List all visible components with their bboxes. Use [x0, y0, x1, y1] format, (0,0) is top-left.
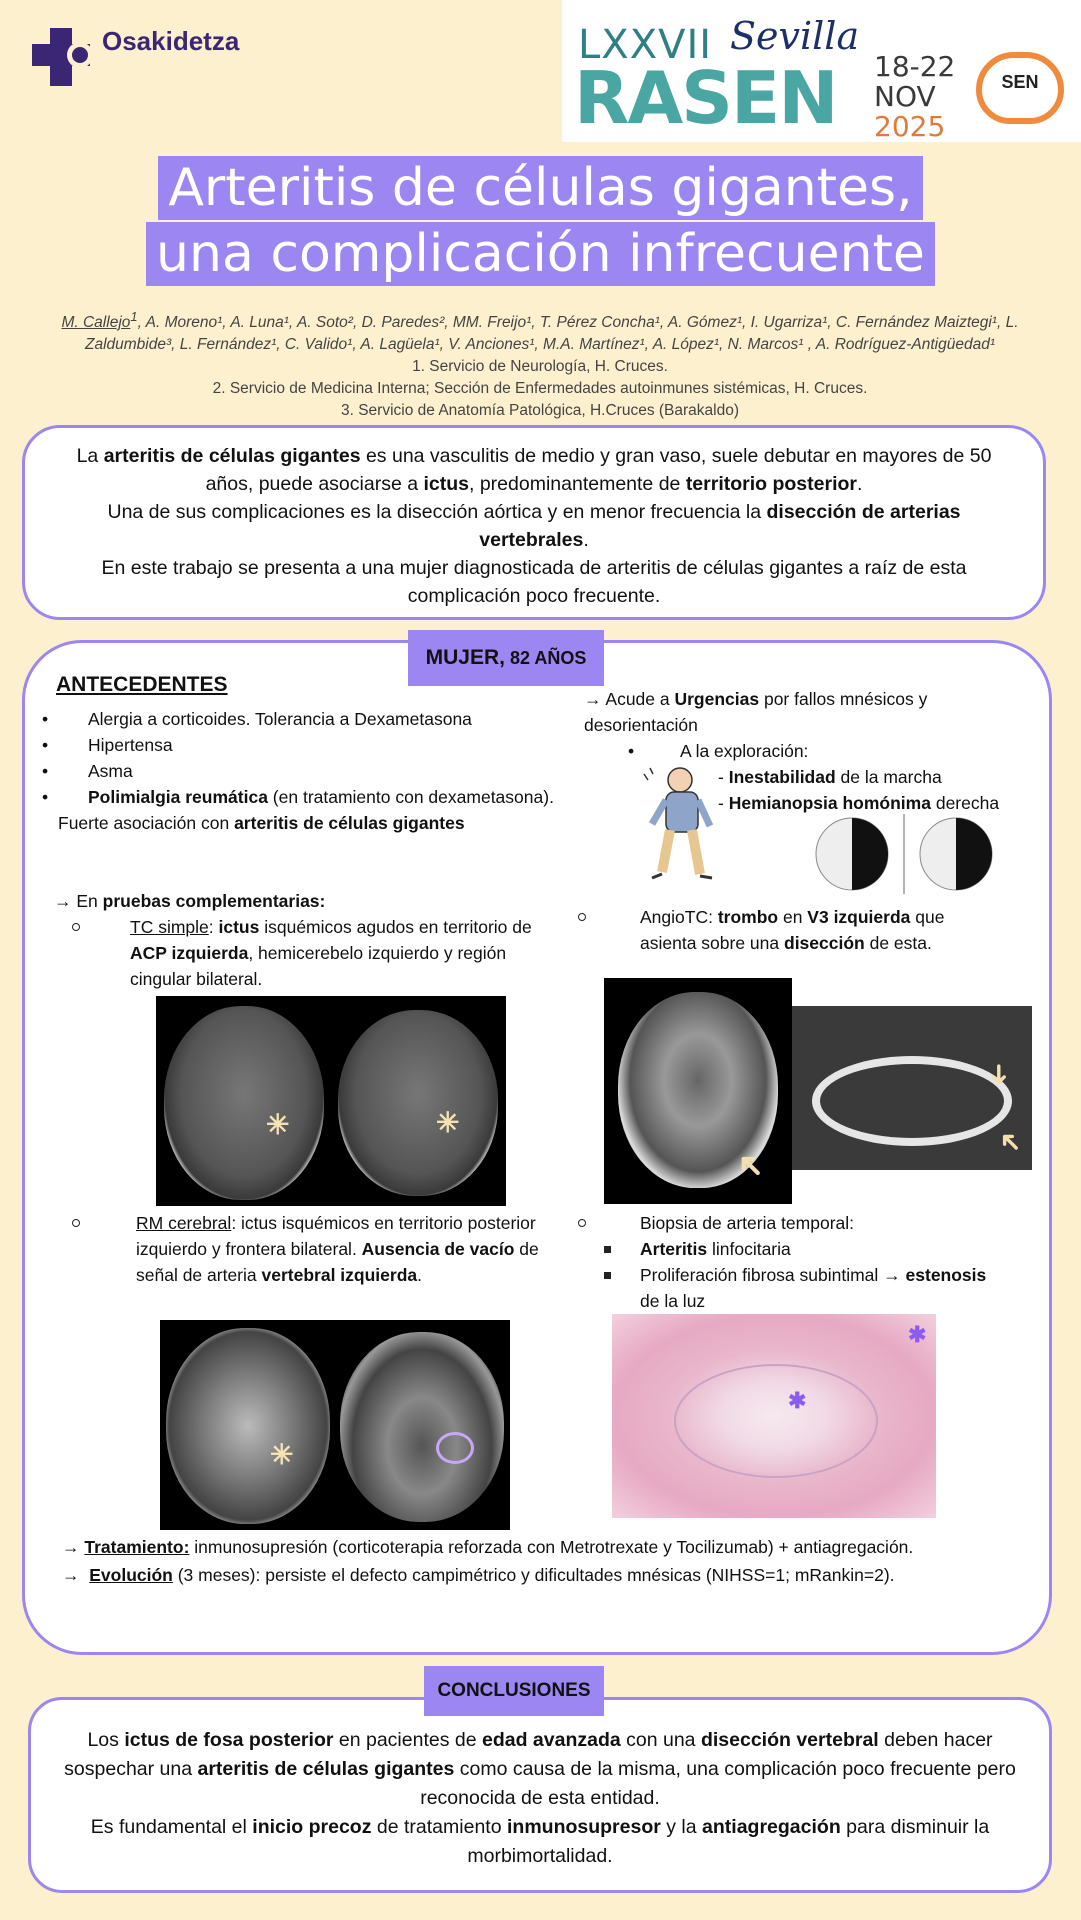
antecedentes-title: ANTECEDENTES — [56, 673, 228, 696]
angiotc-description: AngioTC: trombo en V3 izquierda que asienta sobre una disección de esta. — [578, 904, 998, 956]
congress-city: Sevilla — [730, 14, 860, 58]
exam-findings: - Inestabilidad de la marcha - Hemianopsia homónima derecha — [718, 767, 1000, 813]
intro-text: La arteritis de células gigantes es una vasculitis de medio y gran vaso, suele debutar en mayores de 50 años, puede asociarse a ictus, predominantemente de territorio posterior. Una de sus complicaciones es la disección aórtica y en menor frecuencia la disección de arterias vertebrales. En este trabajo se presenta a una mujer diagnosticada de arteritis de células gigantes a raíz de esta complicación poco frecuente. — [76, 445, 992, 607]
list-item: • Asma — [42, 758, 562, 784]
arrow-marker-icon: ➜ — [726, 1142, 774, 1190]
arrow-marker-icon: ➜ — [984, 1062, 1016, 1087]
affiliation-1: 1. Servicio de Neurología, H. Cruces. — [412, 358, 668, 376]
conclusions-label: CONCLUSIONES — [424, 1666, 604, 1716]
osakidetza-logo — [32, 22, 252, 102]
antecedentes-list — [42, 706, 562, 836]
org-name: Osakidetza — [102, 26, 240, 56]
mri-brain-slice — [166, 1328, 330, 1524]
poster-title-line-1: Arteritis de células gigantes, — [0, 158, 1081, 218]
biopsy-description: Biopsia de arteria temporal: Arteritis linfocitaria Proliferación fibrosa subintimal → estenosis de la luz — [578, 1210, 998, 1314]
treatment-text: → Tratamiento: inmunosupresión (corticoterapia reforzada con Metrotrexate y Tocilizumab) + antiagregación. — [62, 1537, 914, 1557]
ct-scan-image — [156, 996, 506, 1206]
list-item: • Polimialgia reumática (en tratamiento con dexametasona). — [42, 784, 562, 810]
intro-box — [22, 425, 1046, 620]
authors-block — [20, 306, 1060, 422]
ct-brain-slice — [338, 1010, 498, 1196]
congress-year: 2025 — [874, 110, 946, 143]
association-note: Fuerte asociación con arteritis de células gigantes — [58, 813, 465, 833]
lesion-marker-icon: ✳ — [266, 1109, 290, 1140]
unsteady-gait-figure-icon — [640, 762, 732, 890]
list-item: • Alergia a corticoides. Tolerancia a Dexametasona — [42, 706, 562, 732]
congress-edition: LXXVII — [578, 22, 713, 68]
author-list: M. Callejo$^1$, A. Moreno¹, A. Luna¹, A. Soto², D. Paredes², MM. Freijo¹, T. Pérez Concha¹, A. Gómez¹, I. Ugarriza¹, C. Fernández Maiztegi¹, L. Zaldumbide³, L. Fernández¹, C. Valido¹, A. Lagüela¹, V. Anciones¹, M.A. Martínez¹, A. López¹, N. Marcos¹ , A. Rodríguez-Antigüedad¹ — [61, 309, 1019, 354]
visual-field-icon — [808, 814, 1004, 894]
tc-description: TC simple: ictus isquémicos agudos en territorio de ACP izquierda, hemicerebelo izquierdo y región cingular bilateral. — [72, 914, 572, 992]
urgencias-text: → Acude a Urgencias por fallos mnésicos y desorientación — [584, 689, 928, 735]
osakidetza-cross-icon — [32, 22, 92, 102]
angiotc-zoom-image — [792, 1006, 1032, 1170]
rm-description: RM cerebral: ictus isquémicos en territorio posterior izquierdo y frontera bilateral. Ausencia de vacío de señal de arteria vertebral izquierda. — [72, 1210, 542, 1288]
case-label: MUJER, 82 AÑOS — [408, 630, 604, 686]
congress-banner — [562, 0, 1081, 142]
affiliation-2: 2. Servicio de Medicina Interna; Sección de Enfermedades autoinmunes sistémicas, H. Cruces. — [212, 380, 868, 398]
lesion-marker-icon: ✳ — [436, 1107, 460, 1138]
histology-image — [612, 1314, 936, 1518]
mri-image — [160, 1320, 510, 1530]
mri-posterior-slice — [340, 1332, 504, 1522]
lumen-marker-icon: ✱ — [788, 1388, 807, 1413]
arrow-marker-icon: ➜ — [990, 1123, 1029, 1162]
congress-days: 18-22 — [874, 50, 956, 83]
vertebral-artery-circle-icon — [436, 1432, 474, 1464]
conclusions-box — [28, 1697, 1052, 1893]
lesion-marker-icon: ✳ — [270, 1439, 294, 1470]
poster-title-line-2: una complicación infrecuente — [0, 224, 1081, 284]
wall-marker-icon: ✱ — [908, 1322, 927, 1347]
evolution-text: → Evolución (3 meses): persiste el defecto campimétrico y dificultades mnésicas (NIHSS=1; mRankin=2). — [62, 1565, 895, 1585]
sen-logo — [976, 52, 1064, 124]
conclusions-text: Los ictus de fosa posterior en pacientes de edad avanzada con una disección vertebral deben hacer sospechar una arteritis de células gigantes como causa de la misma, una complicación poco frecuente pero reconocida de esta entidad. Es fundamental el inicio precoz de tratamiento inmunosupresor y la antiagregación para disminuir la morbimortalidad. — [64, 1729, 1016, 1867]
angiotc-axial-image — [604, 978, 792, 1204]
treatment-evolution — [62, 1534, 992, 1588]
sen-logo-text: SEN — [1001, 72, 1039, 92]
congress-dates — [874, 52, 955, 142]
affiliation-3: 3. Servicio de Anatomía Patológica, H.Cruces (Barakaldo) — [340, 402, 740, 420]
pruebas-heading: → En pruebas complementarias: — [54, 891, 326, 911]
list-item: • Hipertensa — [42, 732, 562, 758]
congress-month: NOV — [874, 80, 936, 113]
congress-name: RASEN — [574, 56, 837, 140]
exploracion-heading: • A la exploración: — [628, 738, 808, 764]
ct-brain-slice — [164, 1006, 324, 1200]
